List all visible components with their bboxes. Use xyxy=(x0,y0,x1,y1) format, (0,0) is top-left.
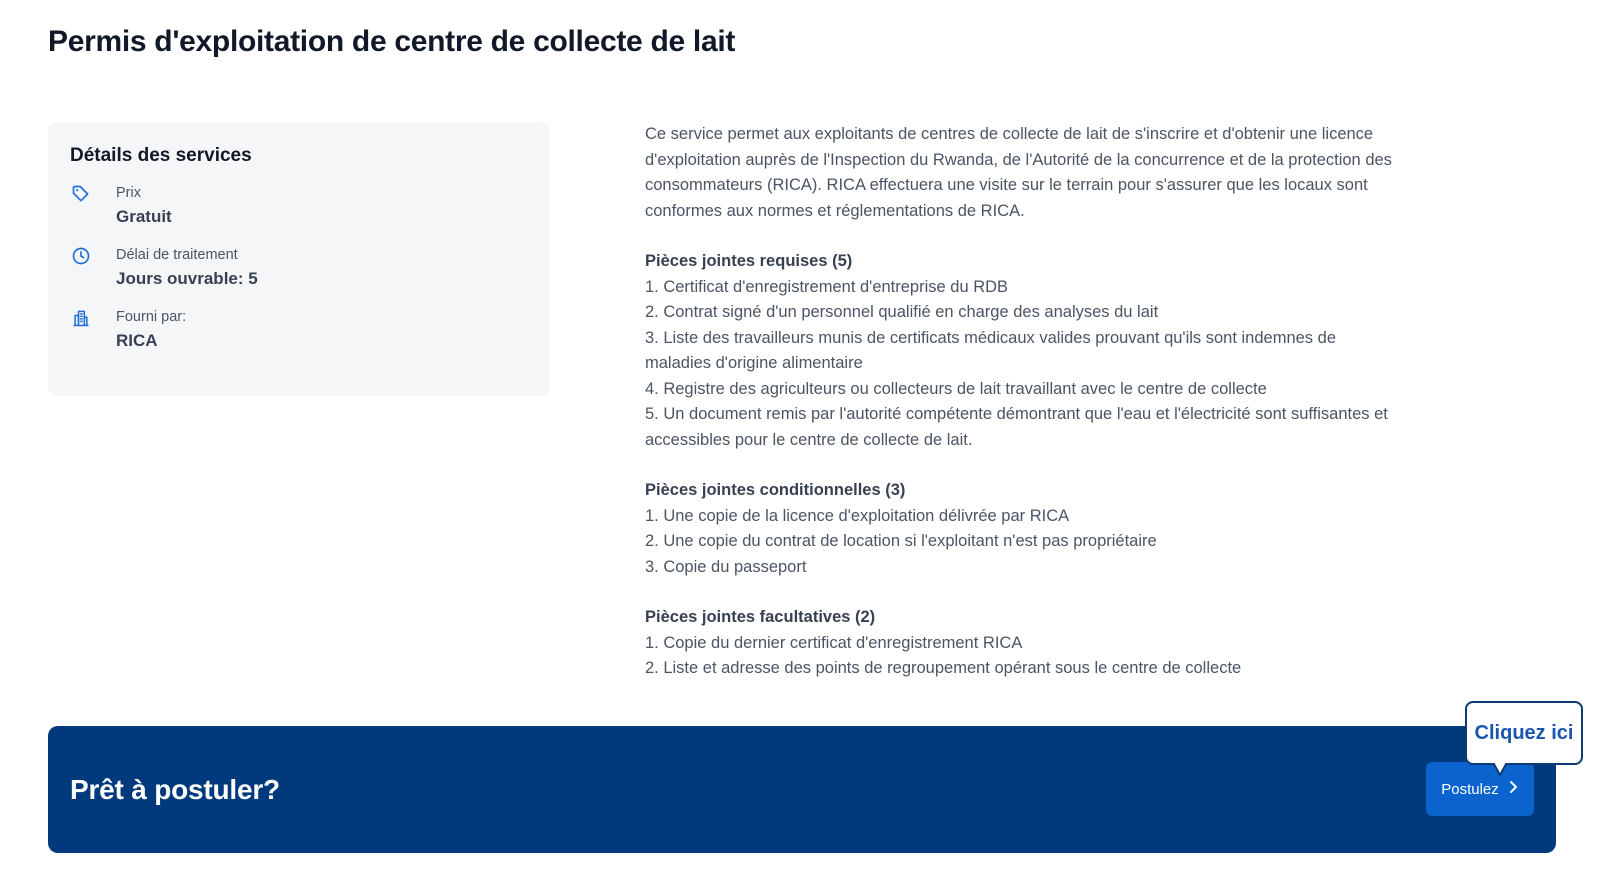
details-title: Détails des services xyxy=(70,145,252,166)
list-item: 1. Une copie de la licence d'exploitation délivrée par RICA xyxy=(645,506,1070,525)
service-description xyxy=(645,122,1405,682)
required-attachments-section xyxy=(645,249,1405,453)
processing-time-label: Délai de traitement xyxy=(116,246,238,263)
clock-icon xyxy=(70,245,92,267)
list-item: 3. Copie du passeport xyxy=(645,557,807,576)
apply-button-label: Postulez xyxy=(1441,780,1499,798)
apply-button[interactable] xyxy=(1426,762,1534,816)
list-item: 4. Registre des agriculteurs ou collecteurs de lait travaillant avec le centre de collecte xyxy=(645,379,1267,398)
provider-value: RICA xyxy=(116,331,158,351)
detail-row-provider xyxy=(70,307,528,353)
building-icon xyxy=(70,307,92,329)
section-title: Pièces jointes requises (5) xyxy=(645,252,853,270)
apply-banner xyxy=(48,726,1556,853)
price-value: Gratuit xyxy=(116,206,172,226)
detail-row-processing-time xyxy=(70,245,528,291)
callout-text: Cliquez ici xyxy=(1474,721,1574,744)
section-title: Pièces jointes facultatives (2) xyxy=(645,608,876,626)
detail-row-price xyxy=(70,183,528,229)
list-item: 1. Certificat d'enregistrement d'entreprise du RDB xyxy=(645,277,1009,296)
list-item: 2. Liste et adresse des points de regroupement opérant sous le centre de collecte xyxy=(645,659,1242,677)
price-label: Prix xyxy=(116,184,141,201)
callout-pointer-inner xyxy=(1494,762,1506,773)
page-title: Permis d'exploitation de centre de collecte de lait xyxy=(48,25,736,58)
list-item: 2. Contrat signé d'un personnel qualifié en charge des analyses du lait xyxy=(645,303,1159,321)
click-here-callout xyxy=(1465,701,1583,765)
conditional-attachments-section xyxy=(645,478,1405,580)
price-tag-icon xyxy=(70,183,92,205)
optional-attachments-section xyxy=(645,605,1405,682)
section-title: Pièces jointes conditionnelles (3) xyxy=(645,481,906,499)
list-item: 3. Liste des travailleurs munis de certificats médicaux valides prouvant qu'ils sont indemnes de maladies d'origine alimentaire xyxy=(645,328,1336,372)
description-intro: Ce service permet aux exploitants de centres de collecte de lait de s'inscrire et d'obtenir une licence d'exploitation auprès de l'Inspection du Rwanda, de l'Autorité de la concurrence et de la protection des consommateurs (RICA). RICA effectuera une visite sur le terrain pour s'assurer que les locaux sont conformes aux normes et réglementations de RICA. xyxy=(645,125,1392,220)
provider-label: Fourni par: xyxy=(116,308,187,325)
list-item: 1. Copie du dernier certificat d'enregistrement RICA xyxy=(645,633,1023,652)
list-item: 2. Une copie du contrat de location si l'exploitant n'est pas propriétaire xyxy=(645,532,1157,550)
apply-banner-title: Prêt à postuler? xyxy=(70,773,280,805)
chevron-right-icon xyxy=(1507,780,1519,798)
processing-time-value: Jours ouvrable: 5 xyxy=(116,269,258,289)
service-details-card xyxy=(48,122,550,396)
list-item: 5. Un document remis par l'autorité compétente démontrant que l'eau et l'électricité sont suffisantes et accessibles pour le centre de collecte de lait. xyxy=(645,405,1388,449)
